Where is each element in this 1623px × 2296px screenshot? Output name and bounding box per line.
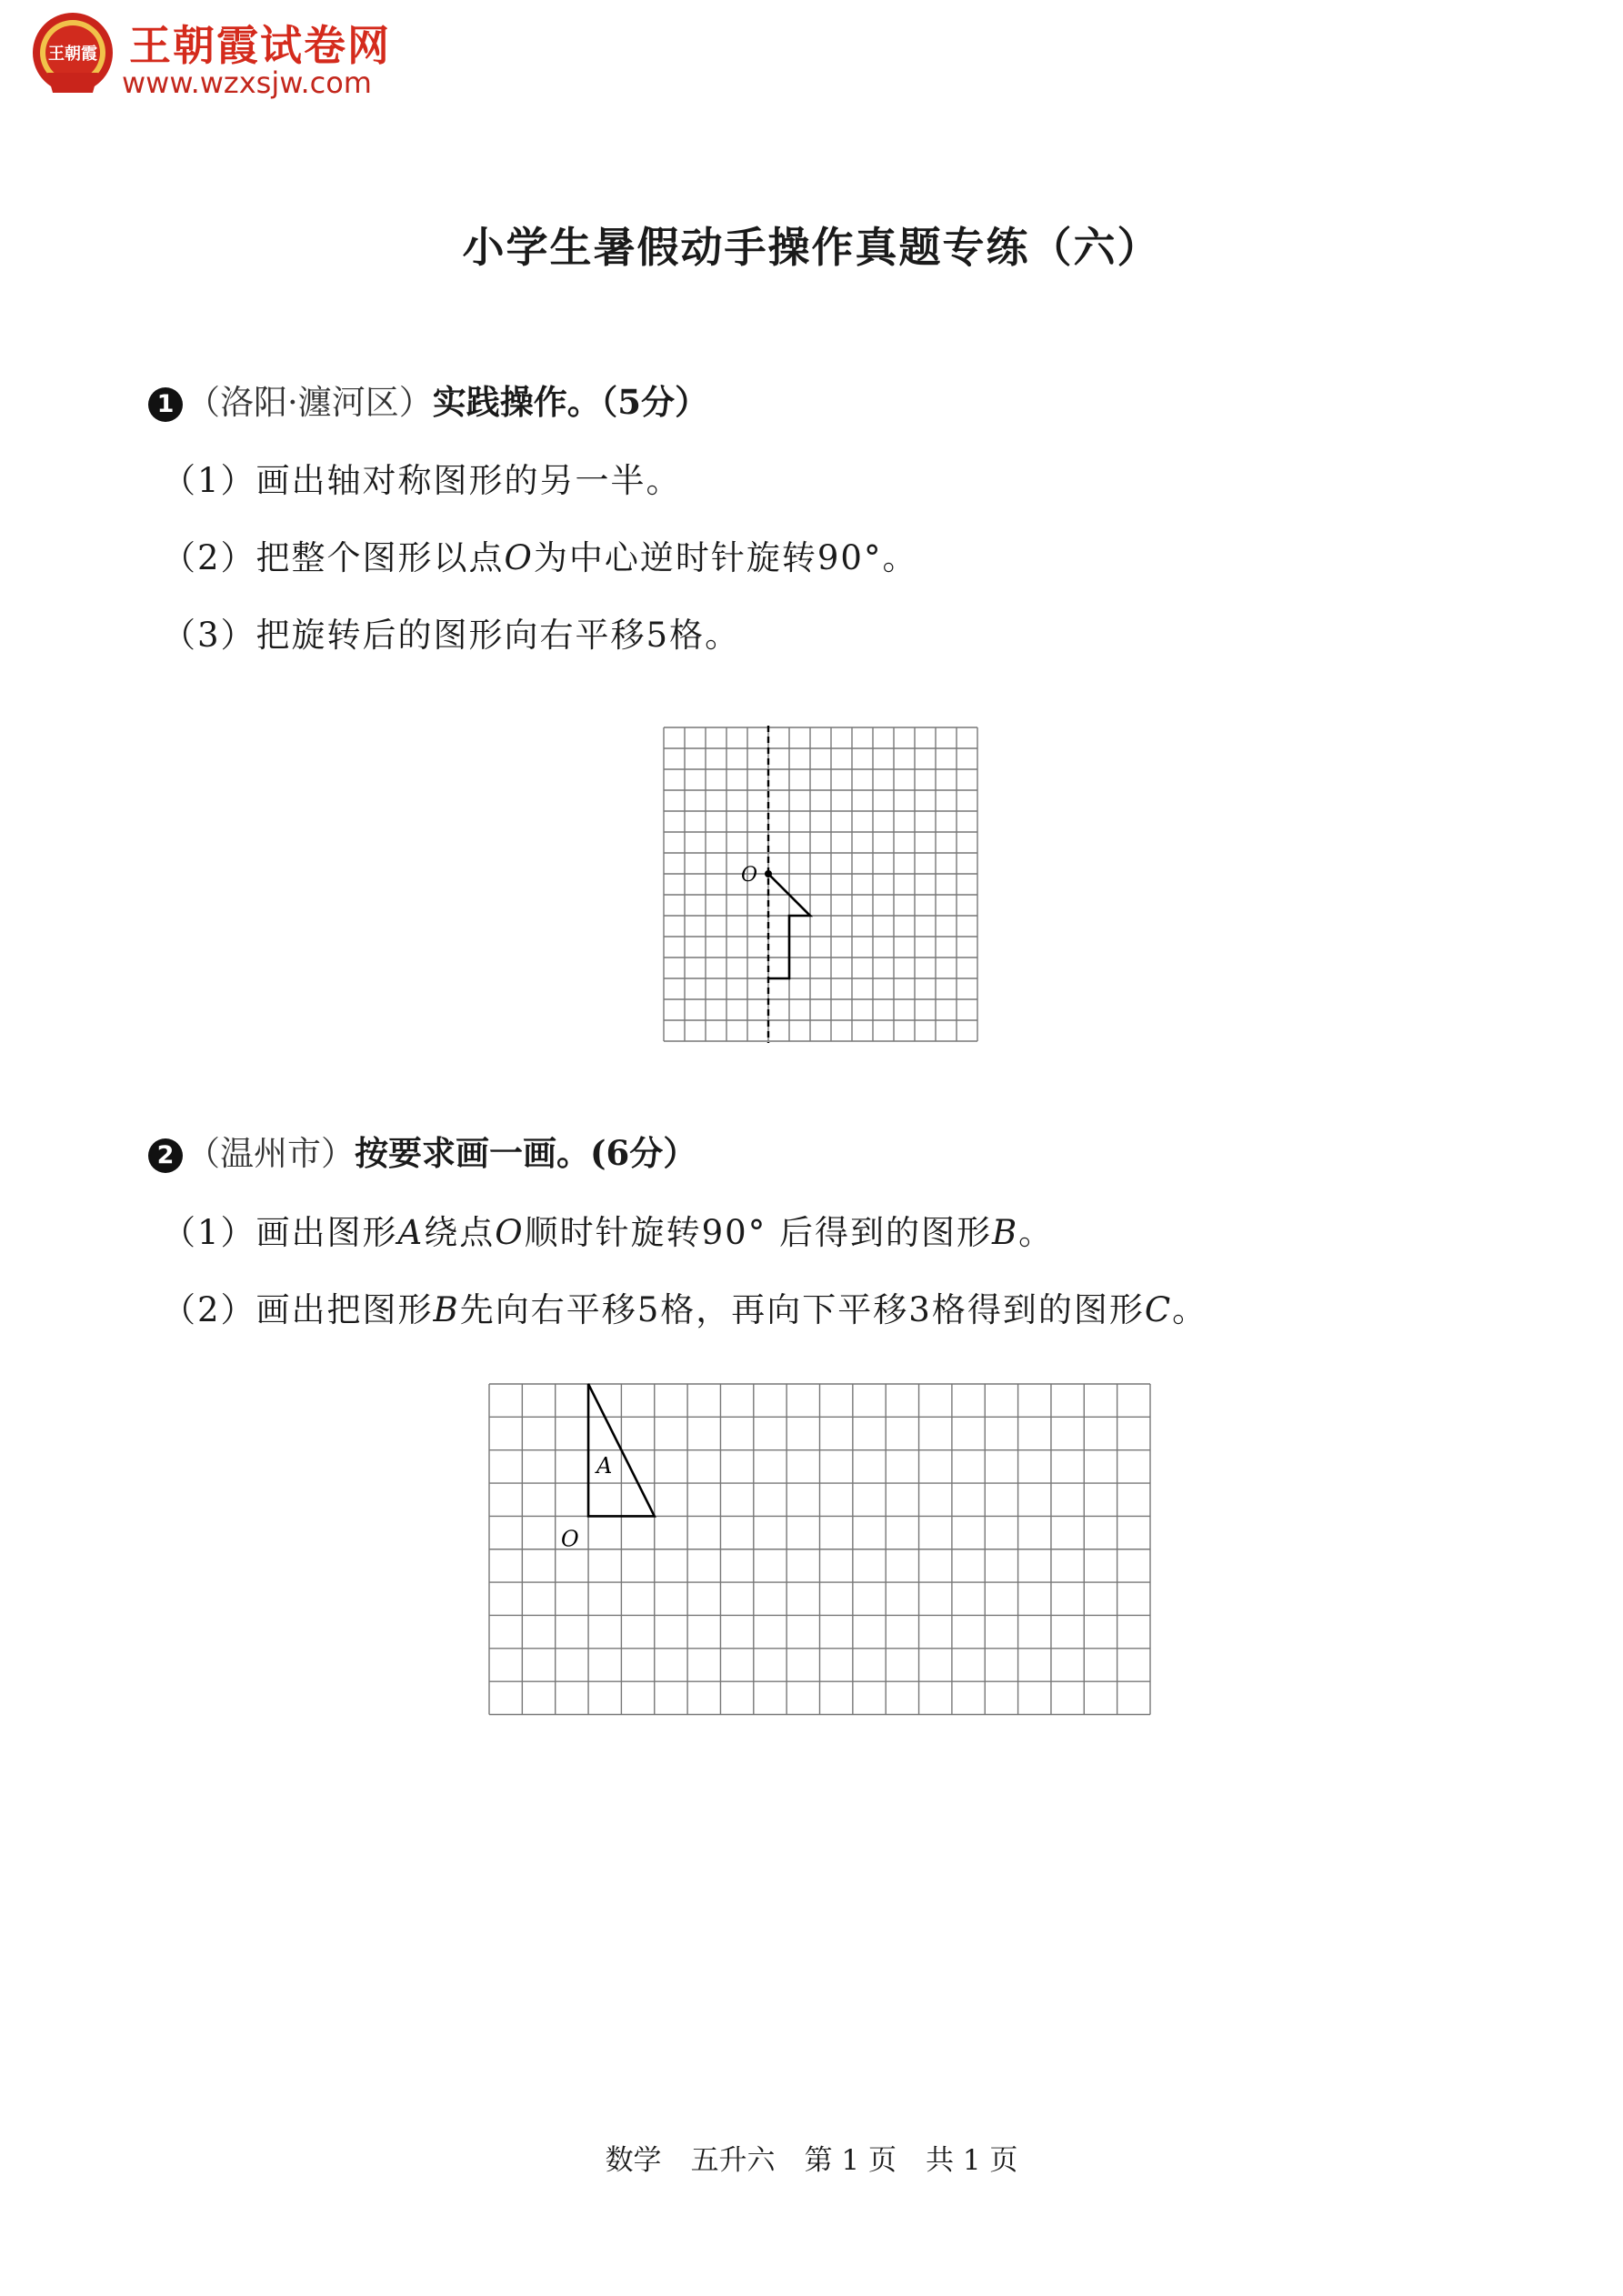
- point-o-dot: [765, 870, 772, 877]
- item-variable: A: [397, 1213, 425, 1252]
- item-variable: O: [495, 1213, 525, 1252]
- footer-subject: 数学: [605, 2144, 662, 2177]
- item-text: 顺时针旋转90° 后得到的图形: [524, 1213, 992, 1252]
- item-variable: B: [433, 1290, 460, 1329]
- question-2-item-1: [162, 1205, 1054, 1254]
- item-text: （2）把整个图形以点: [162, 538, 505, 577]
- item-variable: C: [1144, 1290, 1173, 1329]
- logo-badge-text: 王朝霞: [48, 45, 97, 64]
- question-number-badge: 2: [148, 1138, 183, 1173]
- item-variable: O: [504, 538, 534, 577]
- item-text: （1）画出轴对称图形的另一半。: [162, 461, 682, 500]
- question-1-item-3: [162, 607, 740, 657]
- item-variable: B: [991, 1213, 1019, 1252]
- logo-badge-icon: [27, 9, 118, 100]
- site-logo: [27, 9, 409, 100]
- question-task: 实践操作。（5分）: [432, 382, 709, 422]
- question-1-grid-figure: [664, 727, 978, 1042]
- logo-name: 王朝霞试卷网: [129, 21, 391, 70]
- page-footer: [0, 2137, 1623, 2178]
- item-text: 。: [1018, 1213, 1055, 1252]
- shape-a-label: A: [596, 1453, 613, 1479]
- item-text: 为中心逆时针旋转90°。: [533, 538, 918, 577]
- item-text: 。: [1172, 1290, 1208, 1329]
- item-text: （2）画出把图形: [162, 1290, 434, 1329]
- item-text: （1）画出图形: [162, 1213, 398, 1252]
- question-source: （温州市）: [186, 1134, 355, 1173]
- footer-total: 共 1 页: [926, 2144, 1018, 2177]
- item-text: 绕点: [424, 1213, 496, 1252]
- question-2-item-2: [162, 1282, 1207, 1331]
- question-task: 按要求画一画。(6分）: [355, 1133, 697, 1173]
- question-2-grid-figure: [489, 1384, 1150, 1715]
- question-source: （洛阳·瀍河区）: [186, 383, 433, 422]
- question-2-heading: [148, 1126, 696, 1175]
- point-o-label: O: [561, 1526, 579, 1552]
- item-text: （3）把旋转后的图形向右平移5格。: [162, 616, 741, 655]
- item-text: 先向右平移5格，再向下平移3格得到的图形: [459, 1290, 1145, 1329]
- question-number-badge: 1: [148, 387, 183, 422]
- footer-grade: 五升六: [690, 2144, 776, 2177]
- question-1-item-1: [162, 453, 682, 502]
- question-1-heading: [148, 375, 708, 424]
- point-o-label: O: [741, 864, 758, 887]
- footer-page: 第 1 页: [804, 2144, 897, 2177]
- question-1-item-2: [162, 530, 917, 579]
- page-title: 小学生暑假动手操作真题专练（六）: [462, 223, 1161, 272]
- logo-url: www.wzxsjw.com: [122, 65, 372, 100]
